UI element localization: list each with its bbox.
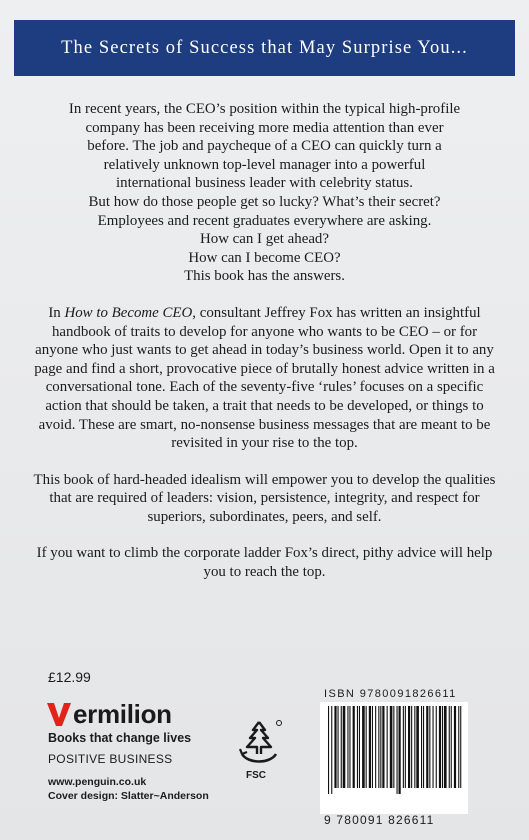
intro-line: This book has the answers. (184, 268, 345, 285)
intro-line: company has been receiving more media attention than ever (85, 119, 444, 136)
intro-line: How can I get ahead? (200, 231, 329, 248)
blurb-text (30, 100, 499, 582)
intro-line: In recent years, the CEO’s position within the typical high-profile (68, 101, 461, 117)
idealism-paragraph: This book of hard-headed idealism will empower you to develop the qualities that are required of leaders: vision, persistence, integrity, and respect for superiors, subordinates, peers, and self. (33, 471, 496, 525)
isbn-label: ISBN 9780091826611 (324, 688, 457, 700)
title-banner (14, 20, 515, 76)
publisher-website: www.penguin.co.uk (48, 776, 147, 788)
intro-line: How can I become CEO? (188, 249, 341, 266)
description-paragraph: In How to Become CEO, consultant Jeffrey Fox has written an insightful handbook of traits to develop for anyone who wants to be CEO – or for anyone who just wants to get ahead in today’s business world. Open it to any page and find a short, provocative piece of brutally honest advice written in a conversational tone. Each of the seventy-five ‘rules’ focuses on a specific action that should be taken, a trait that needs to be developed, or things to avoid. These are smart, no-nonsense business messages that are meant to be revisited in your rise to the top. (34, 304, 495, 452)
price: £12.99 (48, 669, 91, 685)
fsc-label: FSC (246, 770, 266, 781)
cover-design-credit: Cover design: Slatter~Anderson (48, 790, 209, 802)
vermilion-v-icon (46, 701, 72, 727)
intro-paragraph (30, 100, 499, 286)
intro-line: before. The job and paycheque of a CEO can quickly turn a (87, 138, 442, 155)
isbn-digits: 9 780091 826611 (324, 813, 435, 827)
intro-line: But how do those people get so lucky? What’s their secret? (88, 193, 441, 210)
publisher-logo (46, 697, 172, 727)
banner-title: The Secrets of Success that May Surprise You... (61, 37, 468, 58)
book-title: How to Become CEO (64, 304, 193, 321)
fsc-tree-icon (234, 718, 284, 768)
barcode (320, 702, 468, 814)
book-category: POSITIVE BUSINESS (48, 752, 173, 766)
publisher-tagline: Books that change lives (48, 731, 192, 745)
closing-paragraph: If you want to climb the corporate ladder Fox’s direct, pithy advice will help you to reach the top. (36, 545, 493, 581)
barcode-bars (326, 706, 462, 794)
intro-line: relatively unknown top-level manager into a powerful (103, 156, 426, 173)
intro-line: international business leader with celebrity status. (116, 175, 413, 192)
logo-wordmark: ermilion (73, 699, 172, 729)
intro-line: Employees and recent graduates everywhere are asking. (97, 212, 432, 229)
